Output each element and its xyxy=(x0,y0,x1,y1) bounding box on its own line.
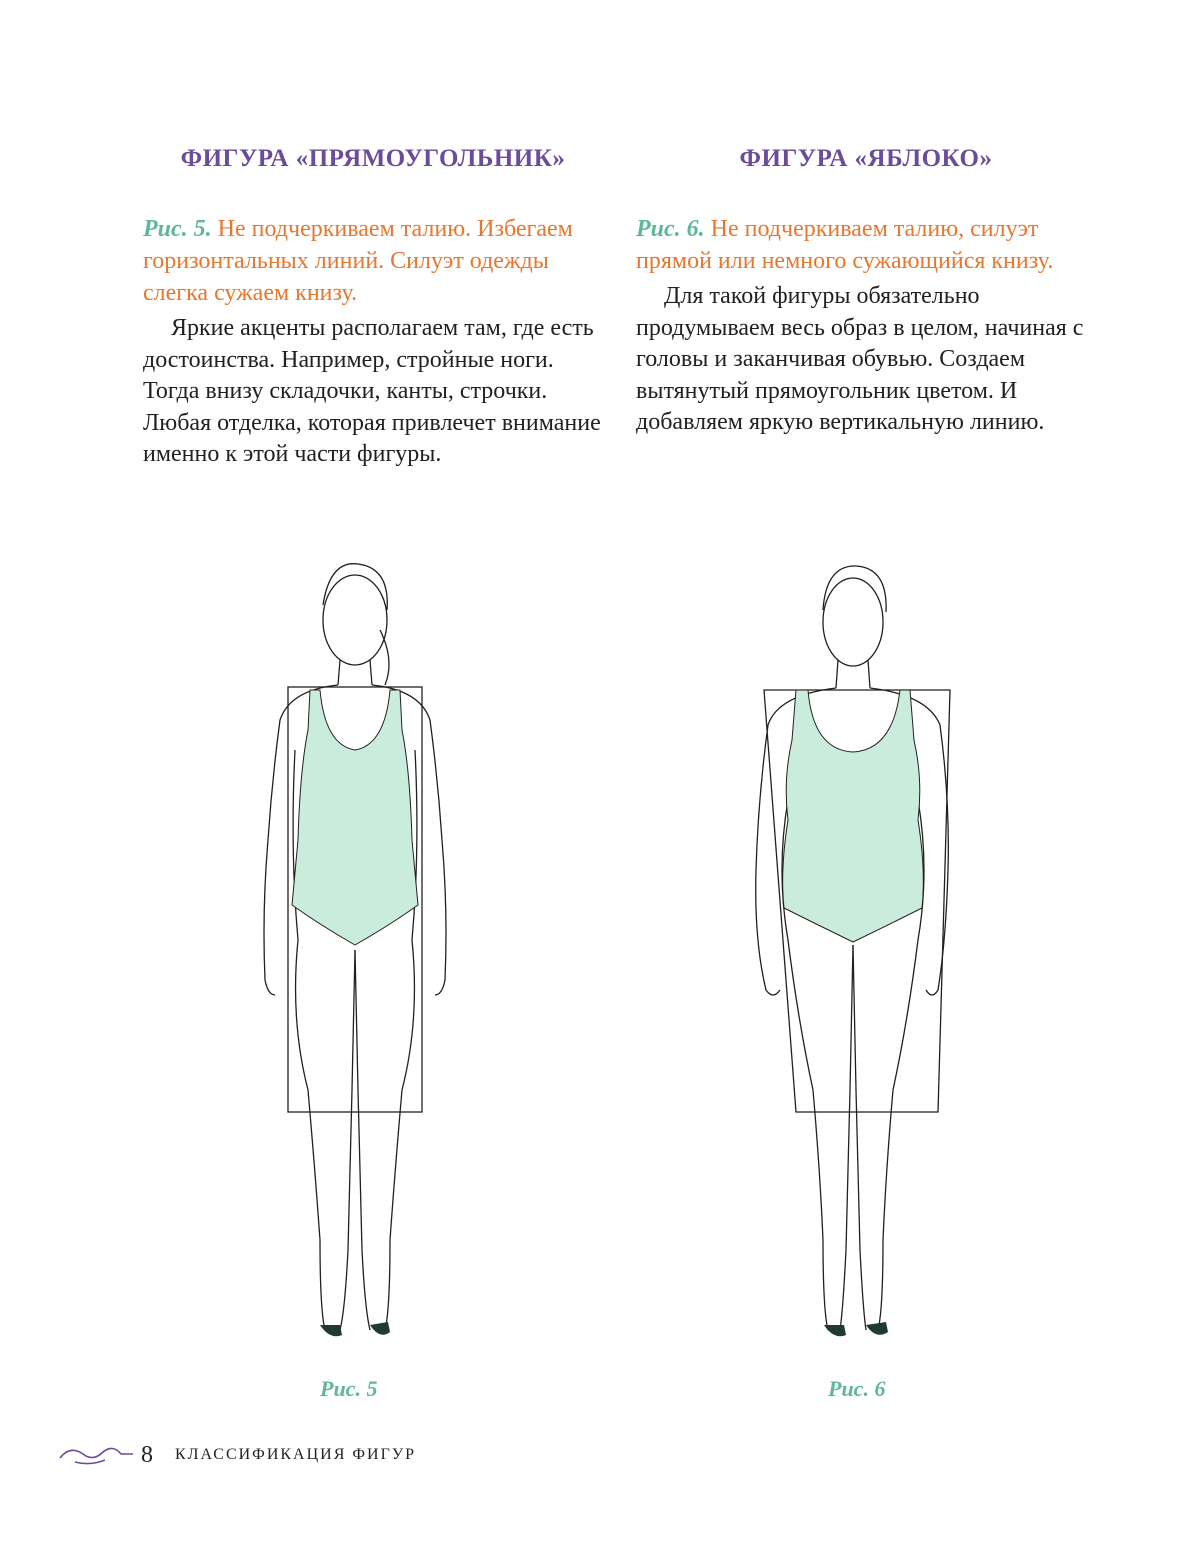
figure-label-5: Рис. 5 xyxy=(320,1376,378,1401)
caption-text-fig5: Не подчеркиваем талию. Избегаем горизонтальных линий. Силуэт одежды слегка сужаем книзу. xyxy=(143,216,573,306)
column-apple xyxy=(636,145,1096,439)
right-shoe xyxy=(866,1322,888,1335)
caption-text-fig6: Не подчеркиваем талию, силуэт прямой или немного сужающийся книзу. xyxy=(636,216,1054,274)
body-text-apple: Для такой фигуры обязательно продумываем весь образ в целом, начиная с головы и заканчивая обувью. Создаем вытянутый прямоугольник цветом. И добавляем яркую вертикальную линию. xyxy=(636,283,1084,435)
heading-apple: ФИГУРА «ЯБЛОКО» xyxy=(739,145,993,172)
right-shoe xyxy=(370,1322,390,1335)
caption-ref-fig5: Рис. 5. xyxy=(143,216,212,242)
figure-6-svg xyxy=(688,550,1028,1350)
page-number: 8 xyxy=(141,1441,153,1468)
figure-label-6: Рис. 6 xyxy=(828,1376,886,1401)
head-outline xyxy=(823,578,883,666)
head-outline xyxy=(323,575,387,665)
section-title: КЛАССИФИКАЦИЯ ФИГУР xyxy=(175,1446,417,1463)
heading-rectangle: ФИГУРА «ПРЯМОУГОЛЬНИК» xyxy=(180,145,566,172)
ornament-icon xyxy=(55,1440,135,1470)
left-shoe xyxy=(824,1325,846,1336)
caption-ref-fig6: Рис. 6. xyxy=(636,216,705,242)
column-rectangle xyxy=(143,145,603,471)
page-footer xyxy=(55,1438,416,1472)
figure-rectangle-illustration xyxy=(180,550,520,1350)
garment xyxy=(783,690,924,942)
caption-fig6 xyxy=(636,213,1096,277)
body-text-rectangle: Яркие акценты располагаем там, где есть достоинства. Например, стройные ноги. Тогда внизу складочки, канты, строчки. Любая отделка, которая привлечет внимание именно к этой части фигуры. xyxy=(143,315,601,467)
caption-fig5 xyxy=(143,213,603,309)
figure-5-svg xyxy=(180,550,520,1350)
left-shoe xyxy=(320,1325,342,1336)
garment xyxy=(292,690,418,945)
figure-apple-illustration xyxy=(688,550,1028,1350)
